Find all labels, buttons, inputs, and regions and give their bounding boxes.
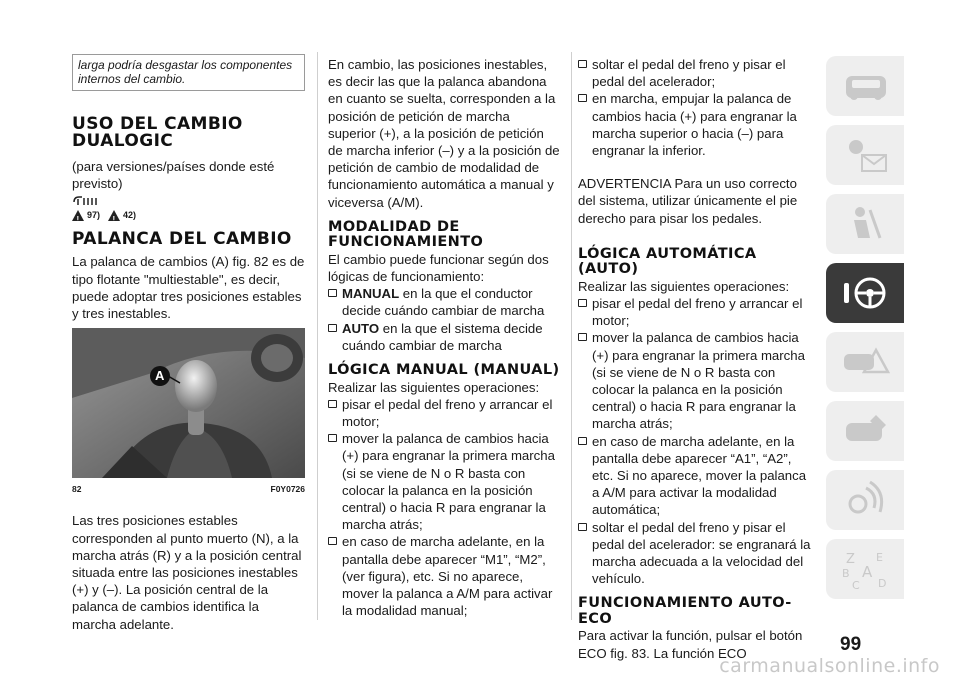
subsection-title: PALANCA DEL CAMBIO bbox=[72, 229, 292, 250]
column-right bbox=[578, 56, 811, 662]
warning-text: ADVERTENCIA Para un uso correcto del sistema, utilizar únicamente el pie derecho para pisar los pedales. bbox=[578, 176, 798, 226]
list-item: en marcha, empujar la palanca de cambios hacia (+) para engranar la marcha superior o hacia (–) para engranar la inferior. bbox=[578, 90, 811, 159]
figure-caption bbox=[72, 481, 305, 498]
index-letter: E bbox=[876, 551, 883, 564]
watermark: carmanualsonline.info bbox=[719, 655, 940, 677]
column-divider-2 bbox=[571, 52, 572, 620]
stable-positions-text: Las tres posiciones estables corresponden al punto muerto (N), a la marcha atrás (R) y a la posición central situada entre las posiciones inestables (+) y (–). La posición central de la palanca de cambios identifica la marcha adelante. bbox=[72, 513, 302, 632]
warning-ref-1: 97) bbox=[87, 209, 101, 220]
tab-dashboard[interactable] bbox=[826, 56, 904, 116]
unstable-positions-text: En cambio, las posiciones inestables, es decir las que la palanca abandona en cuanto se suelta, corresponden a la posición de petición de marcha superior (+), a la posición de petición de marcha inferior (–) y a la posición de petición de cambio de modalidad de funcionamiento automática a manual y viceversa (A/M). bbox=[328, 57, 560, 210]
airbag-safety-icon bbox=[840, 202, 892, 246]
modes-text: El cambio puede funcionar según dos lógicas de funcionamiento: bbox=[328, 251, 549, 285]
list-item: soltar el pedal del freno y pisar el pedal del acelerador; bbox=[578, 56, 811, 90]
column-left bbox=[72, 56, 305, 633]
gear-lever-illustration bbox=[72, 328, 305, 478]
mode-item-manual bbox=[328, 285, 561, 319]
maintenance-wrench-icon bbox=[840, 409, 892, 453]
column-divider-1 bbox=[317, 52, 318, 620]
gear-lever-figure bbox=[72, 328, 305, 478]
figure-number: 82 bbox=[72, 484, 82, 495]
multimedia-signal-icon bbox=[840, 478, 892, 522]
list-item: soltar el pedal del freno y pisar el pedal del acelerador: se engranará la marcha adecuada a la velocidad del vehículo. bbox=[578, 519, 811, 588]
eco-title: FUNCIONAMIENTO AUTO-ECO bbox=[578, 595, 792, 627]
figure-callout: A bbox=[155, 368, 165, 384]
mode-label: MANUAL bbox=[342, 286, 400, 302]
index-letter: Z bbox=[846, 552, 855, 567]
section-title: USO DEL CAMBIO DUALOGIC bbox=[72, 114, 243, 151]
tab-maintenance[interactable] bbox=[826, 401, 904, 461]
index-letter: C bbox=[852, 579, 860, 591]
chapter-tabs bbox=[826, 56, 904, 608]
alphabetical-index-icon bbox=[840, 547, 892, 591]
auto-title: LÓGICA AUTOMÁTICA (AUTO) bbox=[578, 245, 757, 278]
tab-safety[interactable] bbox=[826, 194, 904, 254]
note-box bbox=[72, 54, 305, 91]
warning-refs bbox=[72, 208, 305, 222]
warning-lights-icon bbox=[840, 133, 892, 177]
mode-description: en la que el conductor decide cuándo cambiar de marcha bbox=[342, 286, 545, 319]
manual-intro: Realizar las siguientes operaciones: bbox=[328, 379, 540, 395]
auto-intro: Realizar las siguientes operaciones: bbox=[578, 278, 790, 294]
modes-title: MODALIDAD DE FUNCIONAMIENTO bbox=[328, 218, 484, 251]
list-item: mover la palanca de cambios hacia (+) para engranar la primera marcha (si se viene de N o R basta con colocar la palanca en la posición central) o hacia R para engranar la marcha atrás; bbox=[578, 329, 811, 432]
emergency-triangle-icon bbox=[840, 340, 892, 384]
steering-wheel-key-icon bbox=[840, 271, 892, 315]
tab-warning-lights[interactable] bbox=[826, 125, 904, 185]
car-dashboard-icon bbox=[840, 64, 892, 108]
dualogic-logo bbox=[72, 194, 305, 208]
caution-triangle-icon bbox=[108, 210, 120, 221]
index-letter: A bbox=[862, 563, 873, 581]
tab-index[interactable] bbox=[826, 539, 904, 599]
warning-triangle-icon bbox=[72, 210, 84, 221]
figure-code: F0Y0726 bbox=[270, 484, 305, 495]
list-item: en caso de marcha adelante, en la pantalla debe aparecer “A1”, “A2”, etc. Si no aparece, mover la palanca a A/M para activar la modalidad automática; bbox=[578, 433, 811, 519]
mode-item-auto bbox=[328, 320, 561, 354]
list-item: pisar el pedal del freno y arrancar el motor; bbox=[328, 396, 561, 430]
version-note: (para versiones/países donde esté previsto) bbox=[72, 159, 275, 192]
note-text: larga podría desgastar los componentes internos del cambio. bbox=[78, 58, 293, 86]
tab-multimedia[interactable] bbox=[826, 470, 904, 530]
mode-label: AUTO bbox=[342, 320, 380, 336]
index-letter: D bbox=[878, 577, 887, 590]
mode-description: en la que el sistema decide cuándo cambiar de marcha bbox=[342, 320, 543, 353]
tab-starting-driving[interactable] bbox=[826, 263, 904, 323]
tab-emergency[interactable] bbox=[826, 332, 904, 392]
eco-text: Para activar la función, pulsar el botón ECO fig. 83. La función ECO bbox=[578, 628, 803, 661]
list-item: pisar el pedal del freno y arrancar el motor; bbox=[578, 295, 811, 329]
list-item: mover la palanca de cambios hacia (+) para engranar la primera marcha (si se viene de N o R basta con colocar la palanca en la posición central) o hacia R para engranar la marcha atrás; bbox=[328, 430, 561, 533]
manual-title: LÓGICA MANUAL (MANUAL) bbox=[328, 362, 560, 379]
column-middle bbox=[328, 56, 561, 619]
warning-ref-2: 42) bbox=[123, 209, 137, 220]
lever-text: La palanca de cambios (A) fig. 82 es de tipo flotante "multiestable", es decir, puede adoptar tres posiciones estables y tres inestables. bbox=[72, 254, 305, 322]
index-letter: B bbox=[842, 567, 850, 580]
page-number: 99 bbox=[840, 634, 862, 655]
list-item: en caso de marcha adelante, en la pantalla debe aparecer “M1”, “M2”, (ver figura), etc. Si no aparece, mover la palanca a A/M para activar la modalidad manual; bbox=[328, 533, 561, 619]
